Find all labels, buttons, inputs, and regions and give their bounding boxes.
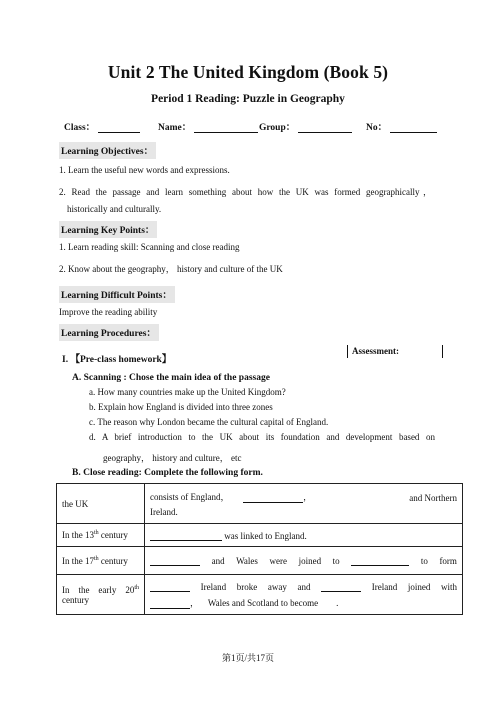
page-subtitle: Period 1 Reading: Puzzle in Geography bbox=[151, 93, 345, 105]
assessment-box bbox=[347, 345, 443, 358]
name-blank bbox=[194, 122, 258, 133]
no-blank bbox=[390, 122, 437, 133]
assessment-label: Assessment: bbox=[352, 346, 399, 356]
table-row bbox=[57, 484, 463, 524]
class-field bbox=[64, 119, 140, 133]
row-label-13th: In the 13th century bbox=[57, 524, 145, 547]
key-point-2: 2. Know about the geography， history and culture of the UK bbox=[59, 264, 283, 274]
objective-1: 1. Learn the useful new words and expressions. bbox=[59, 165, 230, 175]
page-footer: 第1页/共17页 bbox=[221, 653, 274, 663]
difficult-text: Improve the reading ability bbox=[59, 307, 158, 317]
name-field bbox=[158, 119, 258, 133]
close-reading-table bbox=[56, 483, 463, 615]
scanning-option-d: d. A brief introduction to the UK about its foundation and development based on bbox=[89, 432, 435, 442]
row-label-17th: In the 17th century bbox=[57, 547, 145, 575]
table-row bbox=[57, 524, 463, 547]
answer-blank[interactable] bbox=[150, 598, 190, 609]
row-content-20th: Ireland broke away and Ireland joined with ， Wales and Scotland to become . bbox=[145, 575, 463, 615]
objective-2: 2. Read the passage and learn something about how the UK was formed geographically， bbox=[59, 187, 432, 197]
objective-2-cont: historically and culturally. bbox=[67, 204, 162, 214]
answer-blank[interactable] bbox=[243, 492, 303, 503]
group-field bbox=[259, 119, 352, 133]
group-blank bbox=[298, 122, 352, 133]
row-label-20th: In the early 20th century bbox=[57, 575, 145, 615]
pre-class-heading: I. 【Pre-class homework】 bbox=[62, 355, 172, 365]
scanning-option-d-cont: geography， history and culture， etc bbox=[103, 453, 242, 463]
group-label: Group： bbox=[259, 123, 296, 133]
row-content-uk: consists of England， ， and Northern Ireland. bbox=[145, 484, 463, 524]
answer-blank[interactable] bbox=[150, 555, 200, 566]
page-title: Unit 2 The United Kingdom (Book 5) bbox=[107, 62, 389, 82]
scanning-option-b: b. Explain how England is divided into three zones bbox=[89, 402, 273, 412]
key-point-1: 1. Learn reading skill: Scanning and close reading bbox=[59, 242, 240, 252]
scanning-heading: A. Scanning : Chose the main idea of the passage bbox=[72, 373, 270, 383]
no-field bbox=[366, 119, 437, 133]
row-content-17th: and Wales were joined to to form bbox=[145, 547, 463, 575]
answer-blank[interactable] bbox=[150, 581, 190, 592]
row-content-13th: was linked to England. bbox=[145, 524, 463, 547]
name-label: Name： bbox=[158, 123, 192, 133]
scanning-option-c: c. The reason why London became the cultural capital of England. bbox=[89, 417, 329, 427]
table-row bbox=[57, 575, 463, 615]
answer-blank[interactable] bbox=[150, 530, 222, 541]
objectives-heading: Learning Objectives： bbox=[59, 142, 156, 159]
table-row bbox=[57, 547, 463, 575]
procedures-heading: Learning Procedures： bbox=[59, 324, 159, 341]
key-points-heading: Learning Key Points： bbox=[59, 221, 157, 238]
answer-blank[interactable] bbox=[321, 581, 361, 592]
difficult-heading: Learning Difficult Points： bbox=[59, 286, 175, 303]
answer-blank[interactable] bbox=[351, 555, 409, 566]
close-reading-heading: B. Close reading: Complete the following form. bbox=[72, 468, 263, 478]
class-blank bbox=[98, 122, 140, 133]
scanning-option-a: a. How many countries make up the United Kingdom? bbox=[89, 387, 286, 397]
row-label-uk: the UK bbox=[57, 484, 145, 524]
class-label: Class： bbox=[64, 123, 96, 133]
no-label: No： bbox=[366, 123, 388, 133]
